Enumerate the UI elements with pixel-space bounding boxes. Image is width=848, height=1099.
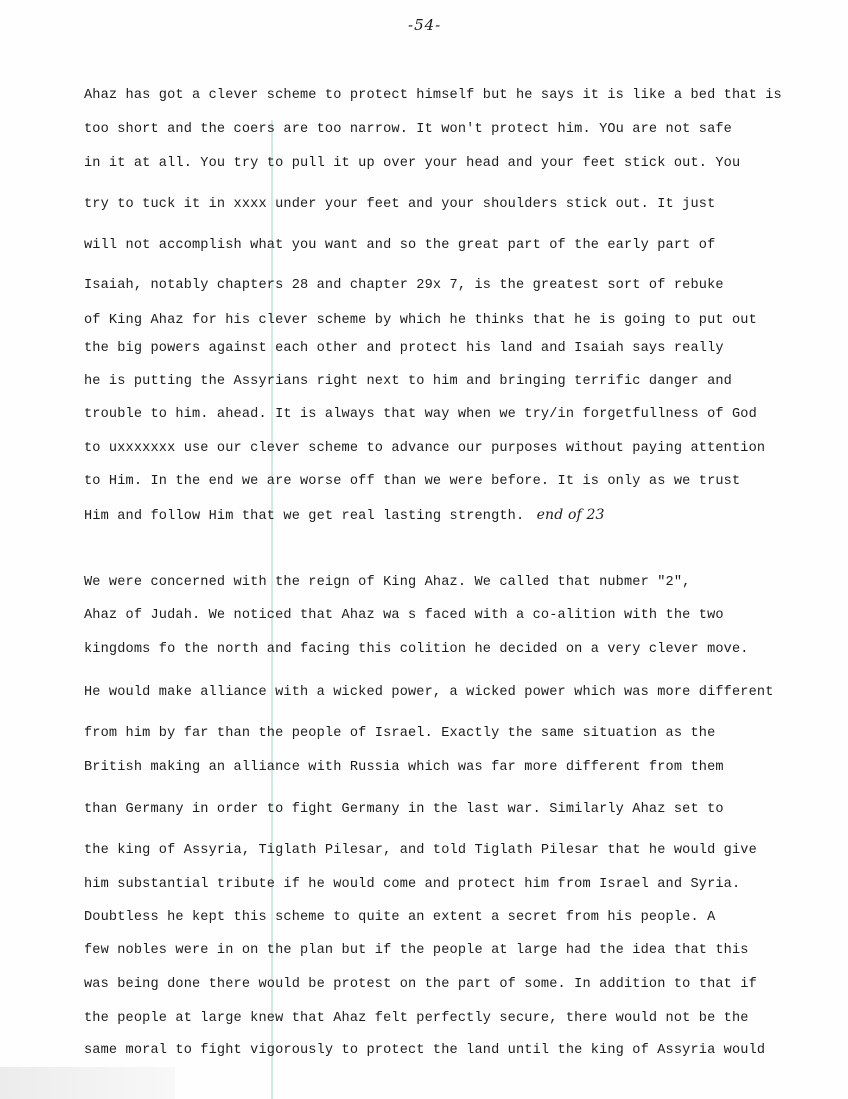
text-line-body: Him and follow Him that we get real lasting strength.	[84, 509, 525, 524]
text-line: trouble to him. ahead. It is always that way when we try/in forgetfullness of God	[84, 407, 757, 422]
text-line: the people at large knew that Ahaz felt perfectly secure, there would not be the	[84, 1011, 749, 1026]
text-line: the big powers against each other and protect his land and Isaiah says really	[84, 341, 724, 356]
handwritten-annotation: end of 23	[536, 507, 605, 523]
text-line: than Germany in order to fight Germany in the last war. Similarly Ahaz set to	[84, 802, 724, 817]
text-line: the king of Assyria, Tiglath Pilesar, and told Tiglath Pilesar that he would give	[84, 843, 757, 858]
text-line: Ahaz has got a clever scheme to protect himself but he says it is like a bed that is	[84, 88, 782, 103]
text-line: Ahaz of Judah. We noticed that Ahaz wa s faced with a co-alition with the two	[84, 608, 724, 623]
text-line: We were concerned with the reign of King Ahaz. We called that nubmer "2",	[84, 575, 691, 590]
text-line: too short and the coers are too narrow. It won't protect him. YOu are not safe	[84, 122, 732, 137]
text-line: kingdoms fo the north and facing this colition he decided on a very clever move.	[84, 642, 749, 657]
scan-shadow	[0, 1067, 175, 1099]
text-line: to uxxxxxxx use our clever scheme to advance our purposes without paying attention	[84, 441, 766, 456]
text-line: him substantial tribute if he would come and protect him from Israel and Syria.	[84, 877, 741, 892]
text-line: he is putting the Assyrians right next to him and bringing terrific danger and	[84, 374, 732, 389]
text-line: was being done there would be protest on the part of some. In addition to that if	[84, 977, 757, 992]
text-line: Isaiah, notably chapters 28 and chapter 29x 7, is the greatest sort of rebuke	[84, 278, 724, 293]
text-line: He would make alliance with a wicked power, a wicked power which was more different	[84, 685, 774, 700]
text-line: of King Ahaz for his clever scheme by which he thinks that he is going to put out	[84, 313, 757, 328]
text-line: British making an alliance with Russia which was far more different from them	[84, 760, 724, 775]
text-line-with-annotation	[84, 507, 605, 525]
text-line: will not accomplish what you want and so the great part of the early part of	[84, 238, 716, 253]
text-line: in it at all. You try to pull it up over your head and your feet stick out. You	[84, 156, 741, 171]
text-line: try to tuck it in xxxx under your feet and your shoulders stick out. It just	[84, 197, 716, 212]
page-number: -54-	[408, 16, 442, 34]
text-line: few nobles were in on the plan but if the people at large had the idea that this	[84, 943, 749, 958]
text-line: same moral to fight vigorously to protect the land until the king of Assyria would	[84, 1043, 766, 1058]
text-line: Doubtless he kept this scheme to quite an extent a secret from his people. A	[84, 910, 716, 925]
text-line: to Him. In the end we are worse off than we were before. It is only as we trust	[84, 474, 741, 489]
text-line: from him by far than the people of Israel. Exactly the same situation as the	[84, 726, 716, 741]
